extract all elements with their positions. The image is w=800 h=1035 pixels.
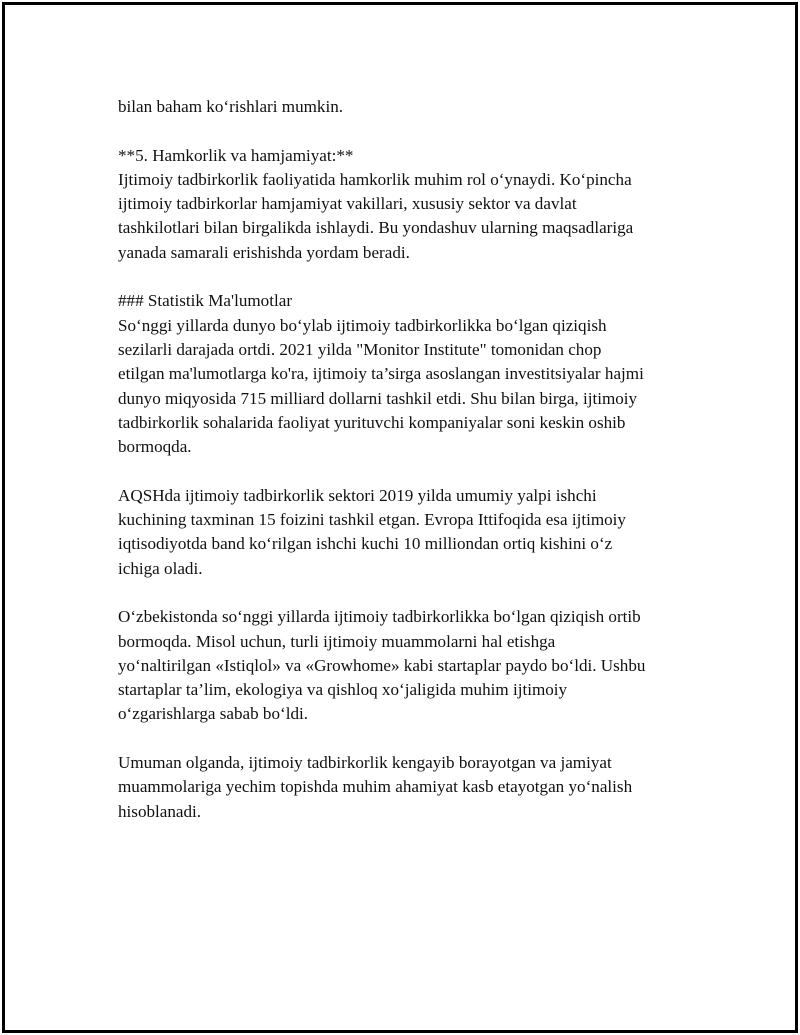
paragraph-conclusion — [118, 751, 708, 824]
text-line: kuchining taxminan 15 foizini tashkil etgan. Evropa Ittifoqida esa ijtimoiy — [118, 510, 626, 530]
page-border — [2, 2, 798, 1033]
document-body — [118, 95, 708, 848]
paragraph-cooperation — [118, 144, 708, 265]
text-line: bilan baham ko‘rishlari mumkin. — [118, 97, 344, 116]
paragraph-statistics — [118, 289, 708, 459]
text-line: hisoblanadi. — [118, 801, 202, 821]
text-line: tashkilotlari bilan birgalikda ishlaydi. Bu yondashuv ularning maqsadlariga — [118, 218, 634, 238]
text-line: So‘nggi yillarda dunyo bo‘ylab ijtimoiy tadbirkorlikka bo‘lgan qiziqish — [118, 315, 607, 335]
section-heading: ### Statistik Ma'lumotlar — [118, 291, 293, 311]
text-line: ichiga oladi. — [118, 558, 203, 578]
text-line: Ijtimoiy tadbirkorlik faoliyatida hamkorlik muhim rol o‘ynaydi. Ko‘pincha — [118, 169, 632, 189]
text-line: ijtimoiy tadbirkorlar hamjamiyat vakillari, xususiy sektor va davlat — [118, 194, 577, 214]
paragraph-usa-eu — [118, 484, 708, 581]
text-line: sezilarli darajada ortdi. 2021 yilda "Monitor Institute" tomonidan chop — [118, 339, 602, 359]
text-line: Umuman olganda, ijtimoiy tadbirkorlik kengayib borayotgan va jamiyat — [118, 753, 612, 773]
text-line: iqtisodiyotda band ko‘rilgan ishchi kuchi 10 milliondan ortiq kishini o‘z — [118, 534, 613, 554]
text-line: O‘zbekistonda so‘nggi yillarda ijtimoiy tadbirkorlikka bo‘lgan qiziqish ortib — [118, 607, 641, 627]
text-line: startaplar ta’lim, ekologiya va qishloq xo‘jaligida muhim ijtimoiy — [118, 680, 568, 700]
text-line: tadbirkorlik sohalarida faoliyat yurituvchi kompaniyalar soni keskin oshib — [118, 412, 626, 432]
text-line: bormoqda. Misol uchun, turli ijtimoiy muammolarni hal etishga — [118, 631, 556, 651]
text-line: o‘zgarishlarga sabab bo‘ldi. — [118, 704, 309, 724]
text-line: muammolariga yechim topishda muhim ahamiyat kasb etayotgan yo‘nalish — [118, 777, 633, 797]
text-line: AQSHda ijtimoiy tadbirkorlik sektori 2019 yilda umumiy yalpi ishchi — [118, 485, 597, 505]
text-line: bormoqda. — [118, 437, 192, 457]
section-heading: **5. Hamkorlik va hamjamiyat:** — [118, 145, 354, 165]
text-line: yo‘naltirilgan «Istiqlol» va «Growhome» kabi startaplar paydo bo‘ldi. Ushbu — [118, 655, 646, 675]
paragraph — [118, 95, 708, 119]
text-line: dunyo miqyosida 715 milliard dollarni tashkil etdi. Shu bilan birga, ijtimoiy — [118, 388, 638, 408]
paragraph-uzbekistan — [118, 605, 708, 726]
text-line: yanada samarali erishishda yordam beradi. — [118, 242, 410, 262]
text-line: etilgan ma'lumotlarga ko'ra, ijtimoiy ta’sirga asoslangan investitsiyalar hajmi — [118, 364, 644, 384]
